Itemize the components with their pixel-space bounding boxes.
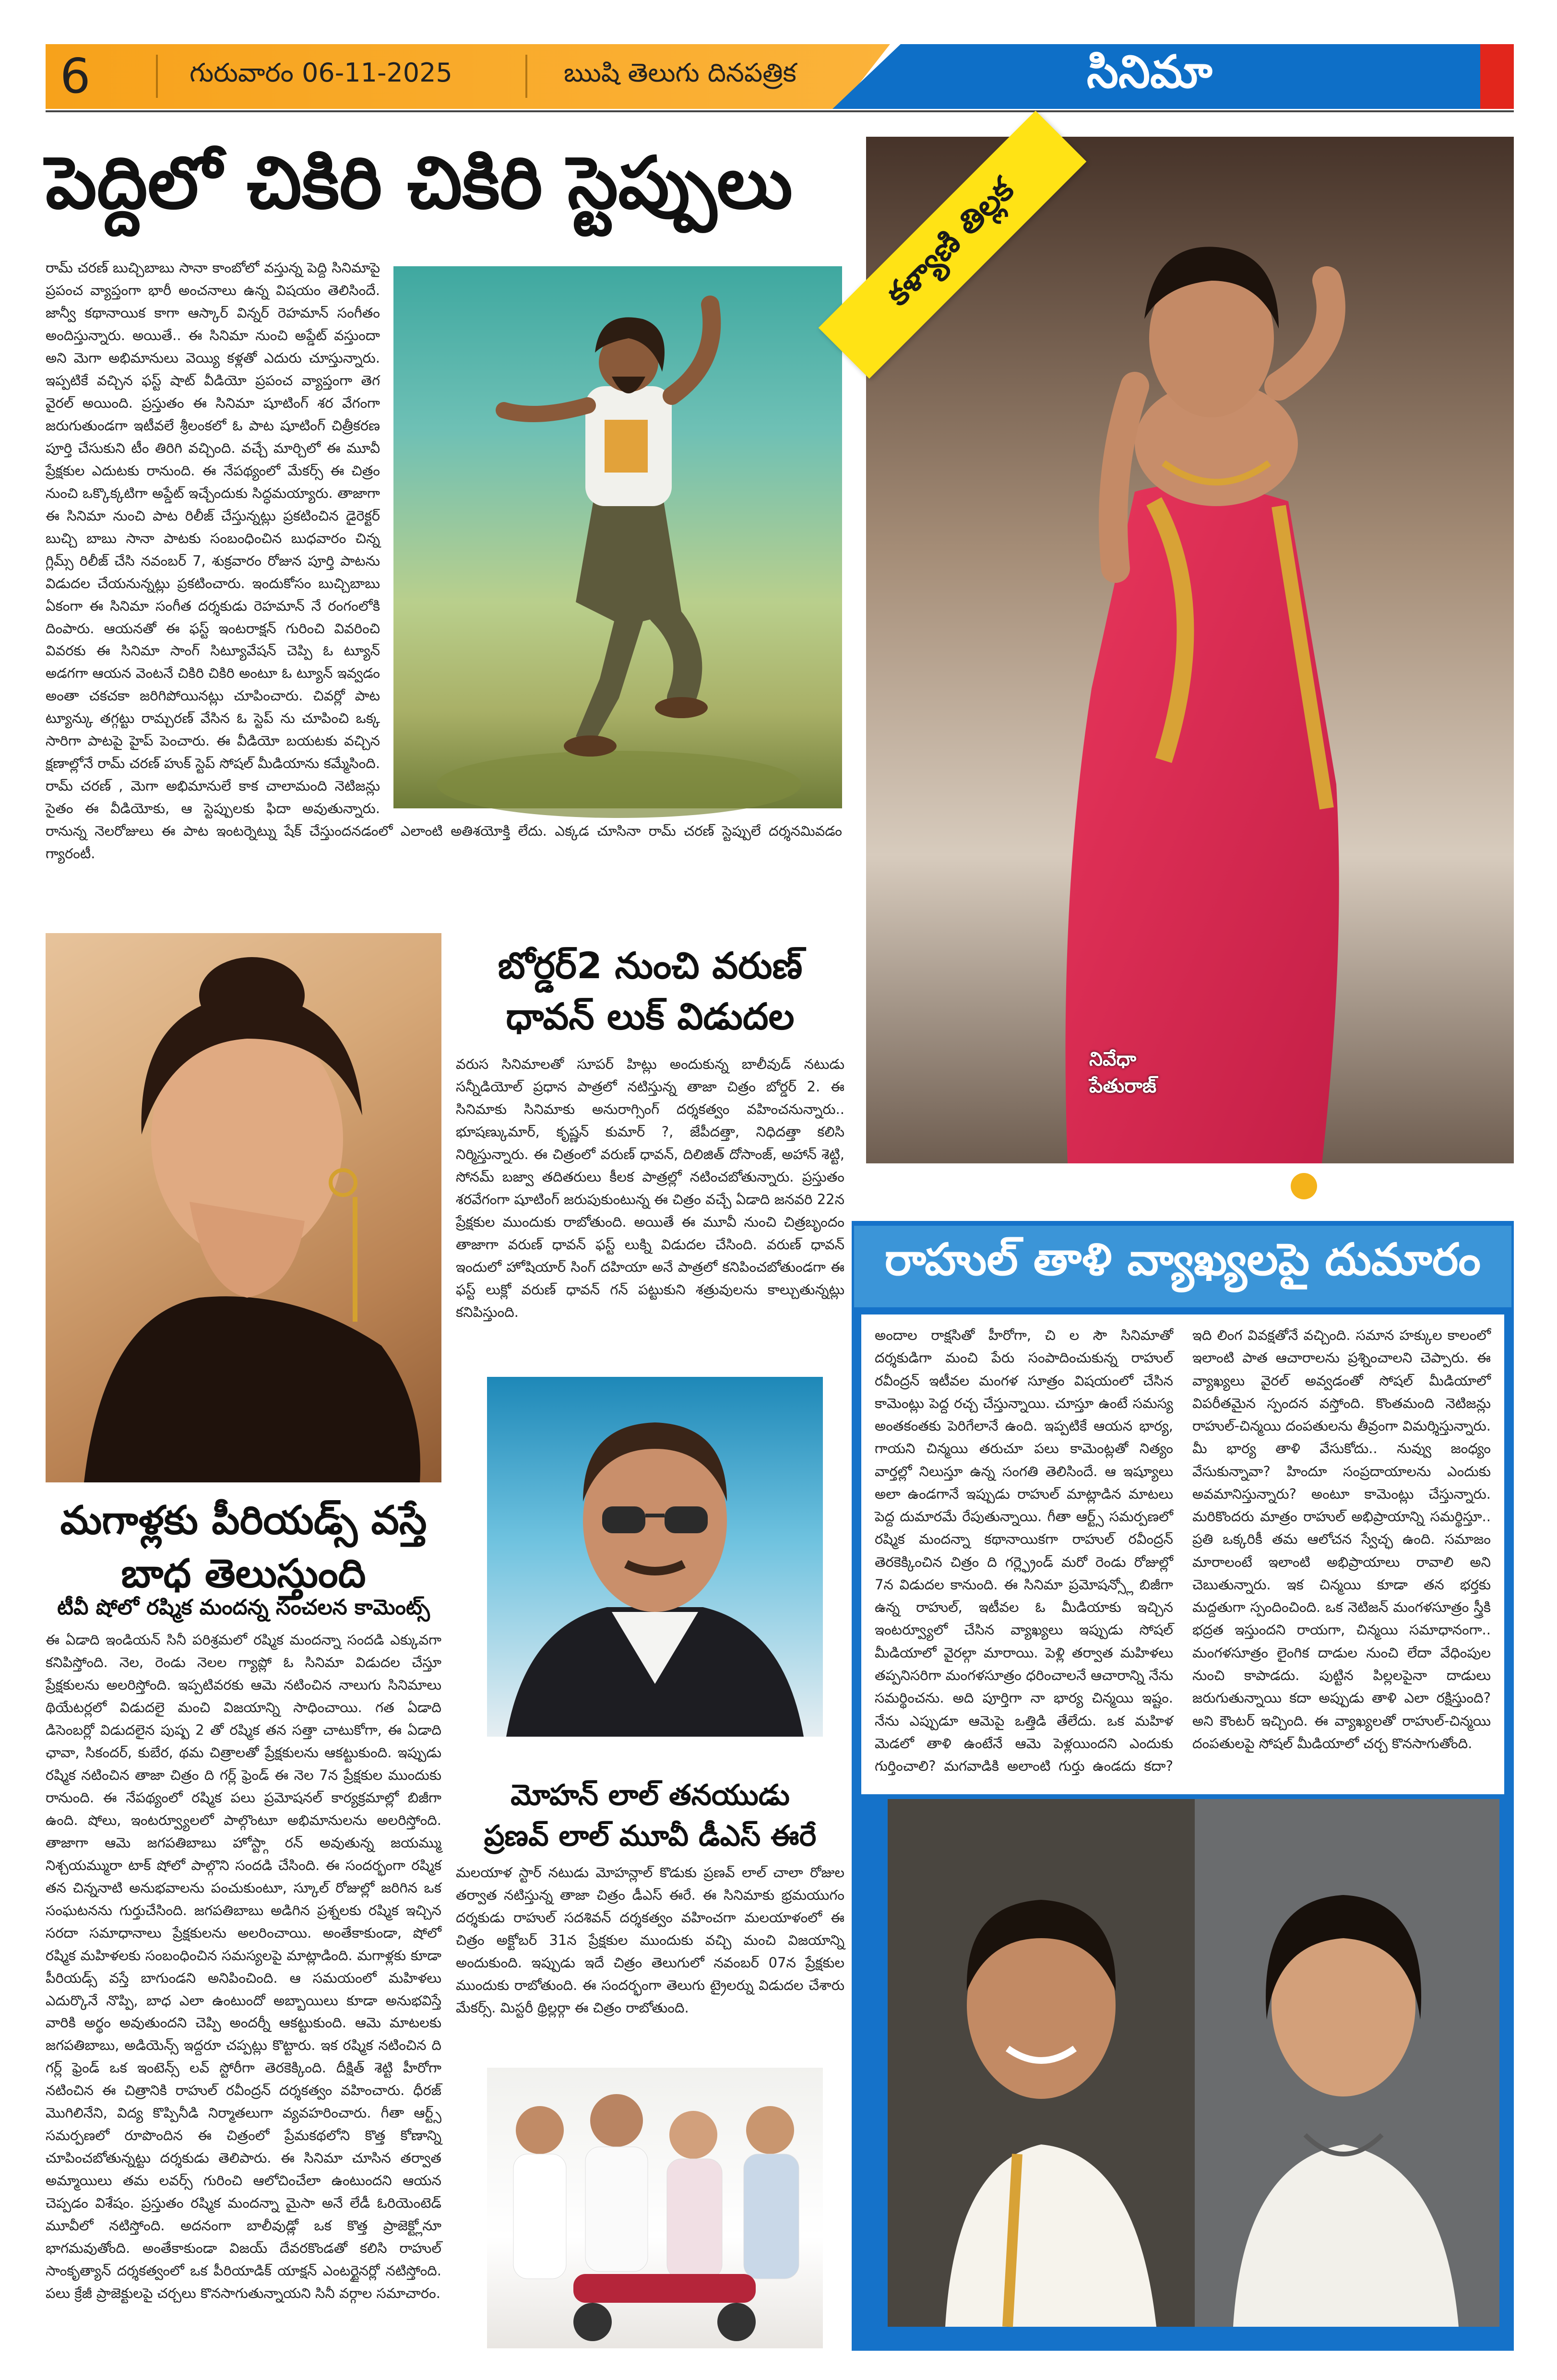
headline-line: ప్రణవ్ లాల్ మూవీ డీఎస్ ఈరే — [484, 1819, 817, 1853]
decorative-dot — [1291, 1173, 1317, 1199]
saree-portrait — [866, 137, 1514, 1163]
mohanlal-headline — [456, 1775, 844, 1857]
rahul-chinmayi-photo — [888, 1799, 1499, 2327]
newspaper-name: ఋషి తెలుగు దినపత్రిక — [564, 58, 796, 88]
header-divider — [156, 55, 158, 98]
rashmika-headline — [46, 1494, 441, 1600]
headline-line: మోహన్ లాల్ తనయుడు — [511, 1778, 790, 1812]
mohanlal-article — [456, 1861, 844, 2053]
rahul-article — [861, 1314, 1504, 1794]
caption-line: పేతురాజ్ — [1089, 1075, 1157, 1097]
varun-dhawan-photo — [487, 1377, 823, 1737]
headline-line: బోర్డర్2 నుంచి వరుణ్ — [498, 944, 803, 987]
masthead-bar — [46, 44, 1514, 109]
page-number: 6 — [60, 48, 91, 104]
couple-illustration — [888, 1799, 1499, 2327]
photo-caption — [1089, 1048, 1233, 1102]
lead-article — [46, 257, 842, 926]
laughing-portrait — [46, 933, 441, 1482]
rashmika-photo — [46, 933, 441, 1482]
nivetha-pethuraj-photo — [866, 137, 1514, 1163]
issue-date: గురువారం 06-11-2025 — [190, 58, 452, 88]
rashmika-subheadline: టీవీ షోలో రష్మిక మందన్న సంచలన కామెంట్స్ — [57, 1595, 430, 1620]
masthead-red-tab — [1480, 44, 1514, 109]
family-group-illustration — [487, 2068, 823, 2348]
sunglasses-portrait — [487, 1377, 823, 1737]
dancer-illustration — [393, 266, 842, 808]
lead-body-text: రామ్ చరణ్ బుచ్చిబాబు సానా కాంబోలో వస్తున్న పెద్ది సినిమాపై ప్రపంచ వ్యాప్తంగా భారీ అంచనాలు ఉన్న విషయం తెలిసిందే. జాన్వీ కథానాయిక కాగా ఆస్కార్ విన్నర్ రెహమాన్ సంగీతం అందిస్తున్నారు. అయితే.. ఈ సినిమా నుంచి అప్డేట్ వస్తుందా అని మెగా అభిమానులు వెయ్యి కళ్లతో ఎదురు చూస్తున్నారు. ఇప్పటికే వచ్చిన ఫస్ట్ షాట్ వీడియో ప్రపంచ వ్యాప్తంగా తెగ వైరల్ అయింది. ప్రస్తుతం ఈ సినిమా షూటింగ్ శర వేగంగా జరుగుతుండగా ఇటీవలే శ్రీలంకలో ఓ పాట షూటింగ్ చిత్రీకరణ పూర్తి చేసుకుని టీం తిరిగి వచ్చింది. వచ్చే మార్చిలో ఈ మూవీ ప్రేక్షకుల ఎదుటకు రానుంది. ఈ నేపథ్యంలో మేకర్స్ ఈ చిత్రం నుంచి ఒక్కొక్కటిగా అప్డేట్ ఇచ్చేందుకు సిద్ధమయ్యారు. తాజాగా ఈ సినిమా నుంచి పాట రిలీజ్ చేస్తున్నట్లు ప్రకటించిన డైరెక్టర్ బుచ్చి బాబు సానా పాటకు సంబంధించిన బుధవారం చిన్న గ్లిమ్స్ రిలీజ్ చేసి నవంబర్ 7, శుక్రవారం రోజున పూర్తి పాటను విడుదల చేయనున్నట్లు ప్రకటించారు. ఇందుకోసం బుచ్చిబాబు ఏకంగా ఈ సినిమా సంగీత దర్శకుడు రెహమాన్ నే రంగంలోకి దింపారు. ఆయనతో ఈ ఫస్ట్ ఇంటరాక్షన్ గురించి వివరించి వివరకు ఈ సినిమా సాంగ్ సిట్యూవేషన్ చెప్పి ఓ ట్యూన్ అడగగా ఆయన వెంటనే చికిరి చికిరి అంటూ ఓ ట్యూన్ ఇవ్వడం అంతా చకచకా జరిగిపోయినట్లు చూపించారు. చివర్లో పాట ట్యూన్కు తగ్గట్టు రామ్చరణ్ వేసిన ఓ స్టెప్ ను చూపించి ఒక్క సారిగా పాటపై హైప్ పెంచారు. ఈ వీడియో బయటకు వచ్చిన క్షణాల్లోనే రామ్ చరణ్ హుక్ స్టెప్ సోషల్ మీడియాను కమ్మేసింది. రామ్ చరణ్ , మెగా అభిమానులే కాక చాలామంది నెటిజన్లు సైతం ఈ వీడియోకు, ఆ స్టెప్పులకు ఫిదా అవుతున్నారు. రానున్న నెలరోజులు ఈ పాట ఇంటర్నెట్ను షేక్ చేస్తుందనడంలో ఎలాంటి అతిశయోక్తి లేదు. ఎక్కడ చూసినా రామ్ చరణ్ స్టెప్పులే దర్శనమివడం గ్యారంటీ. — [46, 260, 842, 862]
border2-headline — [456, 940, 844, 1042]
header-divider — [525, 55, 527, 98]
lead-headline: పెద్దిలో చికిరి చికిరి స్టెప్పులు — [46, 142, 793, 225]
headline-line: బాధ తెలుస్తుంది — [121, 1551, 366, 1597]
header-rule — [46, 110, 1514, 112]
rahul-headline: రాహుల్ తాళి వ్యాఖ్యలపై దుమారం — [884, 1234, 1481, 1285]
rahul-body-text: అందాల రాక్షసితో హీరోగా, చి ల సౌ సినిమాతో దర్శకుడిగా మంచి పేరు సంపాదించుకున్న రాహుల్ రవీంద్రన్ ఇటీవల మంగళ సూత్రం విషయంలో చేసిన కామెంట్లు పెద్ద రచ్చ చేస్తున్నాయి. చూస్తూ ఉంటే సమస్య అంతకంతకు పెరిగేలానే ఉంది. ఇప్పటికే ఆయన భార్య, గాయని చిన్మయి తరుచూ పలు కామెంట్లతో నిత్యం వార్తల్లో నిలుస్తూ ఉన్న సంగతి తెలిసిందే. ఆ ఇష్యూలు అలా ఉండగానే ఇప్పుడు రాహుల్ మాట్లాడిన మాటలు పెద్ద దుమారమే రేపుతున్నాయి. గీతా ఆర్ట్స్ సమర్పణలో రష్మిక మందన్నా కథానాయికగా రాహుల్ రవీంద్రన్ తెరకెక్కించిన చిత్రం ది గర్ల్ఫ్రెండ్ మరో రెండు రోజుల్లో 7న విడుదల కానుంది. ఈ సినిమా ప్రమోషన్స్లో బిజీగా ఉన్న రాహుల్, ఇటీవల ఓ మీడియాకు ఇచ్చిన ఇంటర్వ్యూలో చేసిన వ్యాఖ్యలు ఇప్పుడు సోషల్ మీడియాలో వైరల్గా మారాయి. పెళ్లి తర్వాత మహిళలు తప్పనిసరిగా మంగళసూత్రం ధరించాలనే ఆచారాన్ని నేను సమర్థించను. అది పూర్తిగా నా భార్య చిన్మయి ఇష్టం. నేను ఎప్పుడూ ఆమెపై ఒత్తిడి తేలేదు. ఒక మహిళ మెడలో తాళి ఉంటేనే ఆమె పెళ్లయిందని ఎందుకు గుర్తించాలి? మగవాడికి అలాంటి గుర్తు ఉండదు కదా? ఇది లింగ వివక్షతోనే వచ్చింది. సమాన హక్కుల కాలంలో ఇలాంటి పాత ఆచారాలను ప్రశ్నించాలని చెప్పారు. ఈ వ్యాఖ్యలు వైరల్ అవ్వడంతో సోషల్ మీడియాలో విపరీతమైన స్పందన వస్తోంది. కొంతమంది నెటిజన్లు రాహుల్-చిన్మయి దంపతులను తీవ్రంగా విమర్శిస్తున్నారు. మీ భార్య తాళి వేసుకోదు.. నువ్వు జంధ్యం వేసుకున్నావా? హిందూ సంప్రదాయాలను ఎందుకు అవమానిస్తున్నారు? అంటూ కామెంట్లు చేస్తున్నారు. మరికొందరు మాత్రం రాహుల్ అభిప్రాయాన్ని సమర్థిస్తూ.. ప్రతి ఒక్కరికీ తమ ఆలోచన స్వేచ్ఛ ఉంది. సమాజం మారాలంటే ఇలాంటి అభిప్రాయాలు రావాలి అని చెబుతున్నారు. ఇక చిన్మయి కూడా తన భర్తకు మద్దతుగా స్పందించింది. ఒక నెటిజన్ మంగళసూత్రం స్త్రీకి భద్రత ఇస్తుందని రాయగా, చిన్మయి సమాధానంగా.. మంగళసూత్రం లైంగిక దాడుల నుంచి లేదా వేధింపుల నుంచి కాపాడదు. పుట్టిన పిల్లలపైనా దాడులు జరుగుతున్నాయి కదా అప్పుడు తాళి ఎలా రక్షిస్తుంది? అని కౌంటర్ ఇచ్చింది. ఈ వ్యాఖ్యలతో రాహుల్-చిన్మయి దంపతులపై సోషల్ మీడియాలో చర్చ కొనసాగుతోంది. — [875, 1327, 1491, 1775]
headline-line: ధావన్ లుక్ విడుదల — [506, 995, 795, 1038]
rashmika-article — [46, 1629, 441, 2302]
rahul-text-columns — [875, 1324, 1491, 1780]
border2-body-text: వరుస సినిమాలతో సూపర్ హిట్లు అందుకున్న బాలీవుడ్ నటుడు సన్నీడియోల్ ప్రధాన పాత్రలో నటిస్తున్న తాజా చిత్రం బోర్డర్ 2. ఈ సినిమాకు సినిమాకు అనురాగ్సింగ్ దర్శకత్వం వహించనున్నారు.. భూషణ్కుమార్, కృష్ణన్ కుమార్ ?, జేపీదత్తా, నిధిదత్తా కలిసి నిర్మిస్తున్నారు. ఈ చిత్రంలో వరుణ్ ధావన్, దిలిజిత్ దోసాంజ్, అహాన్ శెట్టి, సోనమ్ బజ్వా తదితరులు కీలక పాత్రల్లో నటించబోతున్నారు. ప్రస్తుతం శరవేగంగా షూటింగ్ జరుపుకుంటున్న ఈ చిత్రం వచ్చే ఏడాది జనవరి 22న ప్రేక్షకుల ముందుకు రాబోతుంది. అయితే ఈ మూవీ నుంచి చిత్రబృందం తాజాగా వరుణ్ ధావన్ ఫస్ట్ లుక్ని విడుదల చేసింది. వరుణ్ ధావన్ ఇందులో హోషియార్ సింగ్ దహియా అనే పాత్రలో కనిపించబోతుండగా ఈ ఫస్ట్ లుక్లో వరుణ్ ధావన్ గన్ పట్టుకుని శత్రువులను కాల్చుతున్నట్లు కనిపిస్తుంది. — [456, 1056, 844, 1320]
rashmika-body-text: ఈ ఏడాది ఇండియన్ సినీ పరిశ్రమలో రష్మిక మందన్నా సందడి ఎక్కువగా కనిపిస్తోంది. నెల, రెండు నెలల గ్యాప్లో ఓ సినిమా విడుదల చేస్తూ ప్రేక్షకులను అలరిస్తోంది. ఇప్పటివరకు ఆమె నటించిన నాలుగు సినిమాలు థియేటర్లలో విడుదలై మంచి విజయాన్ని సాధించాయి. గత ఏడాది డిసెంబర్లో విడుదలైన పుష్ప 2 తో రష్మిక తన సత్తా చాటుకోగా, ఈ ఏడాది ఛావా, సికందర్, కుబేర, థమ చిత్రాలతో ప్రేక్షకులను ఆకట్టుకుంది. ఇప్పుడు రష్మిక నటించిన తాజా చిత్రం ది గర్ల్ ఫ్రెండ్ ఈ నెల 7న ప్రేక్షకుల ముందుకు రానుంది. ఈ నేపథ్యంలో రష్మిక పలు ప్రమోషనల్ కార్యక్రమాల్లో బిజీగా ఉంది. షోలు, ఇంటర్వ్యూలలో పాల్గొంటూ అభిమానులను అలరిస్తోంది. తాజాగా ఆమె జగపతిబాబు హోస్ట్గా రన్ అవుతున్న జయమ్ము నిశ్చయమ్మురా టాక్ షోలో పాల్గొని సందడి చేసింది. ఈ సందర్భంగా రష్మిక తన చిన్ననాటి అనుభవాలను పంచుకుంటూ, స్కూల్ రోజుల్లో జరిగిన ఒక సంఘటనను గుర్తుచేసింది. జగపతిబాబు అడిగిన ప్రశ్నలకు రష్మిక ఇచ్చిన సరదా సమాధానాలు ప్రేక్షకులను అలరించాయి. అంతేకాకుండా, షోలో రష్మిక మహిళలకు సంబంధించిన సమస్యలపై మాట్లాడింది. మగాళ్లకు కూడా పీరియడ్స్ వస్తే బాగుండని అనిపించింది. ఆ సమయంలో మహిళలు ఎదుర్కొనే నొప్పి, బాధ ఎలా ఉంటుందో అబ్బాయిలు కూడా అనుభవిస్తే వారికి అర్థం అవుతుందని చెప్పి అందర్నీ ఆకట్టుకుంది. ఆమె మాటలకు జగపతిబాబు, అడియెన్స్ ఇద్దరూ చప్పట్లు కొట్టారు. ఇక రష్మిక నటించిన ది గర్ల్ ఫ్రెండ్ ఒక ఇంటెన్స్ లవ్ స్టోరీగా తెరకెక్కింది. దీక్షిత్ శెట్టి హీరోగా నటించిన ఈ చిత్రానికి రాహుల్ రవీంద్రన్ దర్శకత్వం వహించారు. ధీరజ్ మొగిలినేని, విద్య కొప్పినీడి నిర్మాతలుగా వ్యవహరించారు. గీతా ఆర్ట్స్ సమర్పణలో రూపొందిన ఈ చిత్రంలో ప్రేమకథలోని కొత్త కోణాన్ని చూపించబోతున్నట్టు దర్శకుడు తెలిపారు. ఈ సినిమా చూసిన తర్వాత అమ్మాయిలు తమ లవర్స్ గురించి ఆలోచించేలా ఉంటుందని ఆయన చెప్పడం విశేషం. ప్రస్తుతం రష్మిక మందన్నా మైసా అనే లేడీ ఓరియెంటెడ్ మూవీలో నటిస్తోంది. అదనంగా బాలీవుడ్లో ఒక కొత్త ప్రాజెక్ట్లోనూ భాగమవుతోంది. అంతేకాకుండా విజయ్ దేవరకొండతో కలిసి రాహుల్ సాంకృత్యాన్ దర్శకత్వంలో ఒక పీరియాడిక్ యాక్షన్ ఎంటర్టైనర్లో నటిస్తోంది. పలు క్రేజీ ప్రాజెక్టులపై చర్చలు కొనసాగుతున్నాయని సినీ వర్గాల సమాచారం. — [46, 1632, 441, 2302]
mohanlal-body-text: మలయాళ స్టార్ నటుడు మోహన్లాల్ కొడుకు ప్రణవ్ లాల్ చాలా రోజుల తర్వాత నటిస్తున్న తాజా చిత్రం డీఎస్ ఈరే. ఈ సినిమాకు భ్రమయుగం దర్శకుడు రాహుల్ సదశివన్ దర్శకత్వం వహించగా మలయాళంలో ఈ చిత్రం అక్టోబర్ 31న ప్రేక్షకుల ముందుకు వచ్చి మంచి విజయాన్ని అందుకుంది. ఇప్పుడు ఇదే చిత్రం తెలుగులో నవంబర్ 07న ప్రేక్షకుల ముందుకు రాబోతుంది. ఈ సందర్భంగా తెలుగు ట్రైలర్ను విడుదల చేశారు మేకర్స్. మిస్టరీ థ్రిల్లర్గా ఈ చిత్రం రాబోతుంది. — [456, 1864, 844, 2016]
family-photo — [487, 2068, 823, 2348]
section-title: సినిమా — [1087, 46, 1212, 98]
ribbon-label: కళ్యాణి తిల్లక — [879, 171, 1021, 313]
headline-line: మగాళ్లకు పీరియడ్స్ వస్తే — [60, 1498, 427, 1543]
caption-line: నివేధా — [1089, 1048, 1137, 1070]
ram-charan-photo — [393, 266, 842, 808]
border2-article — [456, 1053, 844, 1370]
